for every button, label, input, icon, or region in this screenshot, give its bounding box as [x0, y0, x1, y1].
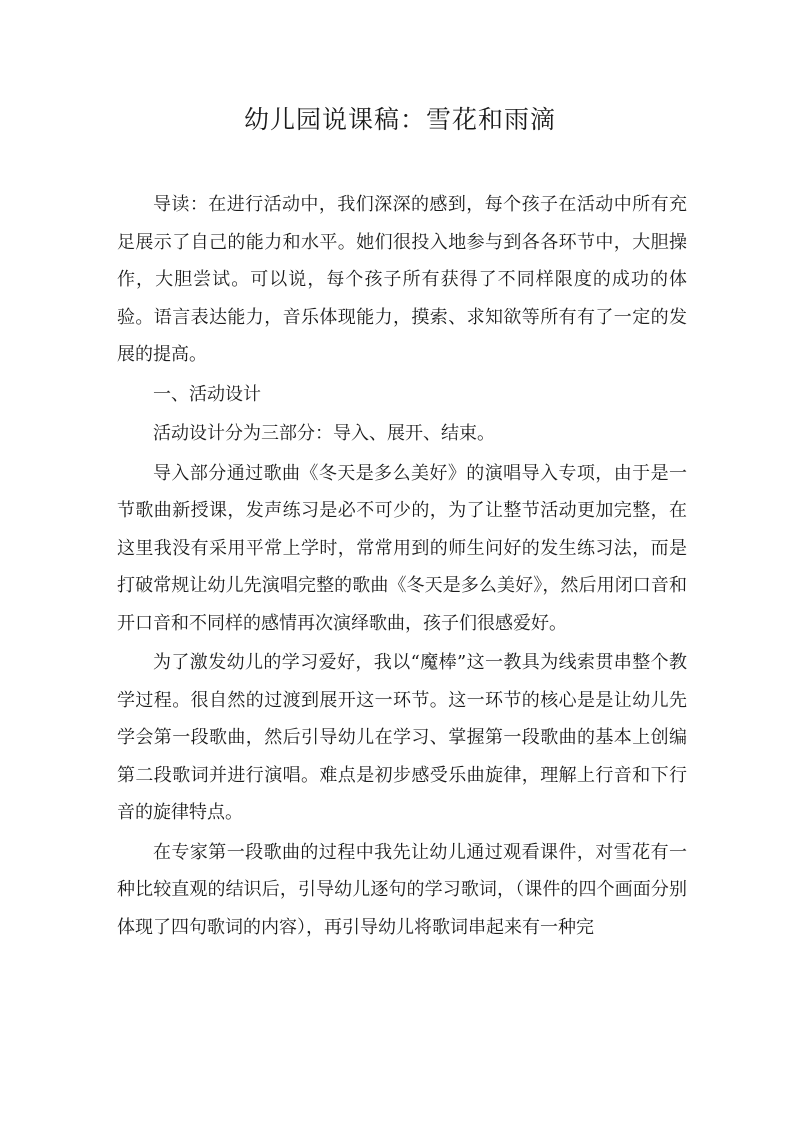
paragraph-intro: 导读：在进行活动中，我们深深的感到，每个孩子在活动中所有充足展示了自己的能力和水平。她们很投入地参与到各各环节中，大胆操作，大胆尝试。可以说，每个孩子所有获得了不同样限度的成功的体验。语言表达能力，音乐体现能力，摸索、求知欲等所有有了一定的发展的提高。 [117, 194, 687, 365]
paragraph-introduction-part: 导入部分通过歌曲《冬天是多么美好》的演唱导入专项，由于是一节歌曲新授课，发声练习是必不可少的，为了让整节活动更加完整，在这里我没有采用平常上学时，常常用到的师生问好的发生练习法，而是打破常规让幼儿先演唱完整的歌曲《冬天是多么美好》，然后用闭口音和开口音和不同样的感情再次演绎歌曲，孩子们很感爱好。 [117, 462, 687, 634]
paragraph-magic-wand: 为了激发幼儿的学习爱好，我以“魔棒”这一教具为线索贯串整个教学过程。很自然的过渡到展开这一环节。这一环节的核心是是让幼儿先学会第一段歌曲，然后引导幼儿在学习、掌握第一段歌曲的基本上创编第二段歌词并进行演唱。难点是初步感受乐曲旋律，理解上行音和下行音的旋律特点。 [117, 652, 687, 823]
document-body [117, 186, 687, 946]
document-title: 幼儿园说课稿：雪花和雨滴 [243, 105, 556, 134]
paragraph-first-verse: 在专家第一段歌曲的过程中我先让幼儿通过观看课件，对雪花有一种比较直观的结识后，引导幼儿逐句的学习歌词，（课件的四个画面分别体现了四句歌词的内容），再引导幼儿将歌词串起来有一种完 [117, 841, 687, 938]
section-heading-activity-design: 一、活动设计 [153, 383, 261, 405]
paragraph-activity-parts: 活动设计分为三部分：导入、展开、结束。 [153, 423, 495, 444]
